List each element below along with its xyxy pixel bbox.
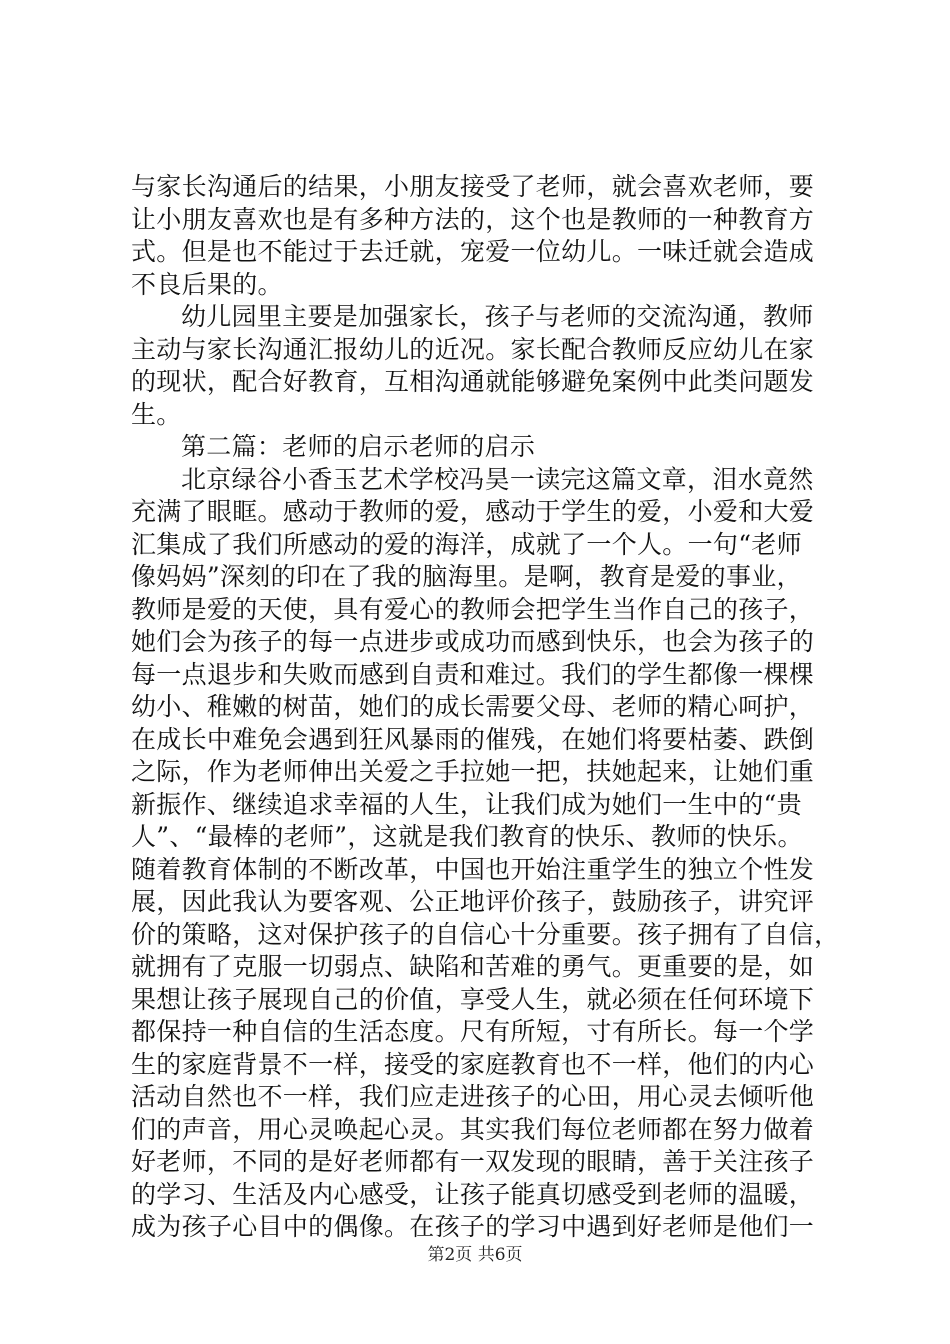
text-line: 汇集成了我们所感动的爱的海洋，成就了一个人。一句“老师 (131, 529, 802, 559)
text-line: 好老师，不同的是好老师都有一双发现的眼睛，善于关注孩子 (131, 1147, 815, 1176)
text-line: 幼小、稚嫩的树苗，她们的成长需要父母、老师的精心呵护， (131, 692, 815, 721)
text-line: 随着教育体制的不断改革，中国也开始注重学生的独立个性发 (131, 854, 815, 884)
text-line: 的现状，配合好教育，互相沟通就能够避免案例中此类问题发 (131, 367, 815, 396)
text-line: 第二篇：老师的启示老师的启示 (181, 432, 536, 461)
text-line: 展，因此我认为要客观、公正地评价孩子，鼓励孩子，讲究评 (131, 887, 815, 916)
text-line: 的学习、生活及内心感受，让孩子能真切感受到老师的温暖， (131, 1179, 815, 1209)
text-line: 生的家庭背景不一样，接受的家庭教育也不一样，他们的内心 (131, 1049, 815, 1079)
text-line: 不良后果的。 (131, 269, 283, 299)
text-line: 让小朋友喜欢也是有多种方法的，这个也是教师的一种教育方 (131, 204, 815, 234)
text-line: 果想让孩子展现自己的价值，享受人生，就必须在任何环境下 (131, 984, 815, 1014)
text-line: 成为孩子心目中的偶像。在孩子的学习中遇到好老师是他们一 (131, 1212, 815, 1241)
text-line: 北京绿谷小香玉艺术学校冯昊一读完这篇文章，泪水竟然 (181, 464, 814, 494)
text-line: 都保持一种自信的生活态度。尺有所短，寸有所长。每一个学 (131, 1017, 815, 1046)
text-line: 式。但是也不能过于去迁就，宠爱一位幼儿。一味迁就会造成 (131, 237, 815, 266)
page-footer: 第2页 共6页 (427, 1245, 523, 1265)
text-line: 教师是爱的天使，具有爱心的教师会把学生当作自己的孩子， (131, 594, 815, 624)
document-body (131, 171, 845, 1244)
text-line: 就拥有了克服一切弱点、缺陷和苦难的勇气。更重要的是，如 (131, 952, 815, 981)
text-line: 她们会为孩子的每一点进步或成功而感到快乐，也会为孩子的 (131, 627, 815, 656)
text-line: 之际，作为老师伸出关爱之手拉她一把，扶她起来，让她们重 (131, 757, 815, 786)
text-line: 幼儿园里主要是加强家长，孩子与老师的交流沟通，教师 (181, 302, 814, 331)
text-line: 与家长沟通后的结果，小朋友接受了老师，就会喜欢老师，要 (131, 172, 815, 201)
text-line: 们的声音，用心灵唤起心灵。其实我们每位老师都在努力做着 (131, 1114, 815, 1144)
text-line: 生。 (131, 399, 182, 429)
text-line: 价的策略，这对保护孩子的自信心十分重要。孩子拥有了自信， (131, 919, 840, 949)
text-line: 活动自然也不一样，我们应走进孩子的心田，用心灵去倾听他 (131, 1082, 815, 1111)
text-line: 像妈妈”深刻的印在了我的脑海里。是啊，教育是爱的事业， (131, 562, 802, 591)
text-line: 每一点退步和失败而感到自责和难过。我们的学生都像一棵棵 (131, 659, 815, 689)
text-line: 充满了眼眶。感动于教师的爱，感动于学生的爱，小爱和大爱 (131, 497, 815, 526)
text-line: 在成长中难免会遇到狂风暴雨的催残，在她们将要枯萎、跌倒 (131, 724, 815, 754)
text-line: 新振作、继续追求幸福的人生，让我们成为她们一生中的“贵 (131, 789, 802, 819)
text-line: 人”、“最棒的老师”，这就是我们教育的快乐、教师的快乐。 (131, 822, 803, 851)
text-line: 主动与家长沟通汇报幼儿的近况。家长配合教师反应幼儿在家 (131, 334, 815, 364)
